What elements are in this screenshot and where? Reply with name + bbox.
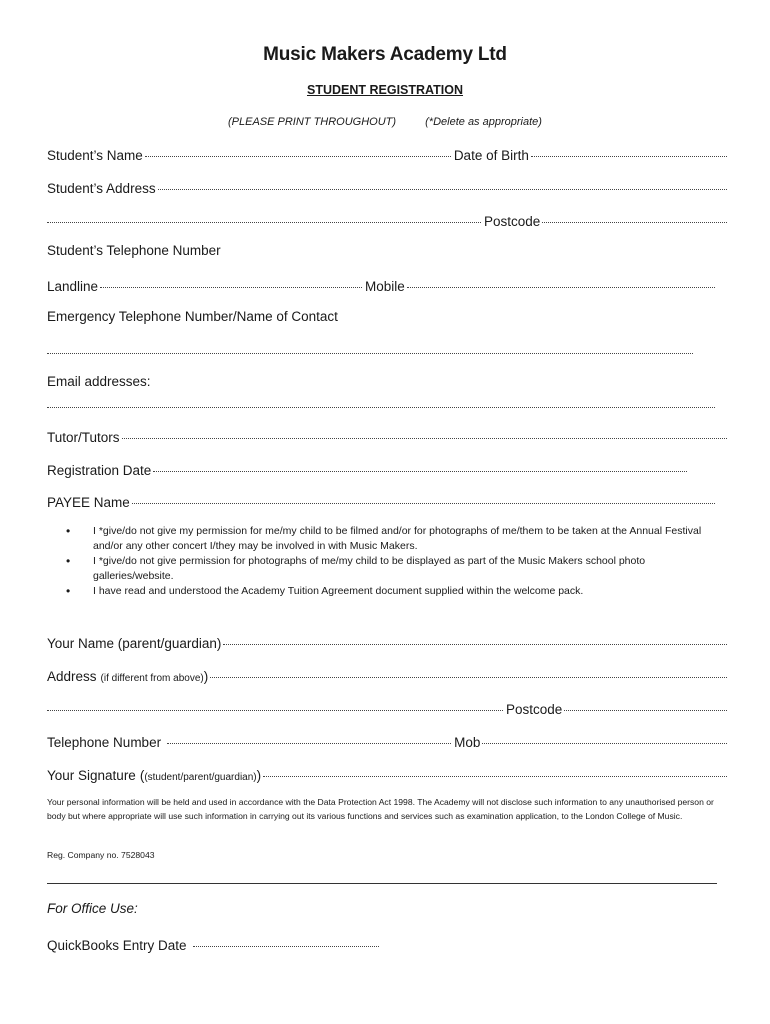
- guardian-address-row: [47, 666, 727, 684]
- registration-date-row: [47, 460, 727, 478]
- guardian-address-note: (if different from above): [100, 673, 204, 684]
- student-address-field[interactable]: [158, 175, 727, 190]
- emergency-line-row: [47, 342, 727, 357]
- quickbooks-row: [47, 935, 727, 953]
- form-title: Music Makers Academy Ltd: [263, 44, 507, 65]
- email-heading: Email addresses:: [47, 374, 151, 389]
- student-address-label: Student’s Address: [47, 181, 156, 196]
- quickbooks-date-field[interactable]: [193, 932, 379, 947]
- emergency-heading-row: [47, 309, 727, 324]
- signature-row: Your Signature ( (student/parent/guardian) ): [47, 765, 727, 783]
- guardian-telephone-field[interactable]: [167, 729, 451, 744]
- emergency-heading: Emergency Telephone Number/Name of Contact: [47, 309, 338, 324]
- student-name-row: [47, 145, 727, 163]
- telephone-heading-row: [47, 243, 727, 258]
- postcode-label: Postcode: [484, 214, 541, 229]
- guardian-postcode-field[interactable]: [564, 696, 727, 711]
- tutors-field[interactable]: [122, 424, 727, 439]
- permission-item-agreement: • I have read and understood the Academy Tuition Agreement document supplied within the welcome pack.: [66, 584, 726, 599]
- divider: [47, 883, 717, 884]
- email-field[interactable]: [47, 393, 715, 408]
- privacy-notice: Your personal information will be held and used in accordance with the Data Protection Act 1998. The Academy will not disclose such information to any unauthorised person or body but where appropriate will use such information in carrying out its various functions and services such as examination application, to the London College of Music.: [47, 797, 714, 821]
- guardian-mob-field[interactable]: [482, 729, 727, 744]
- telephone-heading: Student’s Telephone Number: [47, 243, 221, 258]
- student-address-line2-field[interactable]: [47, 208, 481, 223]
- address-postcode-row: [47, 211, 727, 229]
- email-heading-row: [47, 374, 727, 389]
- form-notes: [228, 116, 542, 128]
- student-name-label: Student’s Name: [47, 148, 143, 163]
- signature-field[interactable]: [263, 762, 727, 777]
- permission-item-photos: • I *give/do not give permission for photographs of me/my child to be displayed as part of the Music Makers school photo galleries/website.: [66, 554, 726, 584]
- quickbooks-label: QuickBooks Entry Date: [47, 938, 187, 953]
- guardian-mob-label: Mob: [454, 735, 481, 750]
- signature-note: (student/parent/guardian): [144, 772, 257, 783]
- print-note: (PLEASE PRINT THROUGHOUT): [228, 116, 397, 128]
- form-subtitle: STUDENT REGISTRATION: [306, 83, 464, 97]
- date-of-birth-label: Date of Birth: [453, 148, 529, 163]
- payee-name-label: PAYEE Name: [47, 495, 130, 510]
- student-address-row: [47, 178, 727, 196]
- registration-date-field[interactable]: [153, 457, 687, 472]
- guardian-postcode-row: [47, 699, 727, 717]
- guardian-name-label: Your Name (parent/guardian): [47, 636, 222, 651]
- email-line-row: [47, 396, 727, 411]
- guardian-address-label: Address: [47, 669, 97, 684]
- permissions-list: [66, 524, 726, 599]
- date-of-birth-field[interactable]: [531, 142, 727, 157]
- student-name-field[interactable]: [145, 142, 451, 157]
- guardian-address-paren: ): [203, 669, 209, 684]
- guardian-telephone-label: Telephone Number: [47, 735, 162, 750]
- guardian-address-line2-field[interactable]: [47, 696, 503, 711]
- landline-mobile-row: [47, 276, 727, 294]
- office-use-heading: For Office Use:: [47, 901, 138, 916]
- landline-field[interactable]: [100, 273, 362, 288]
- signature-label: Your Signature: [47, 768, 136, 783]
- tutors-row: [47, 427, 727, 445]
- emergency-contact-field[interactable]: [47, 339, 693, 354]
- reg-company-number: Reg. Company no. 7528043: [47, 850, 155, 860]
- permission-item-filming: • I *give/do not give my permission for me/my child to be filmed and/or for photographs of me/them to be taken at the Annual Festival and/or any other concert I/they may be involved in with Music Makers.: [66, 524, 726, 554]
- delete-note: (*Delete as appropriate): [425, 116, 542, 128]
- guardian-name-field[interactable]: [223, 630, 727, 645]
- landline-label: Landline: [47, 279, 99, 294]
- postcode-field[interactable]: [542, 208, 727, 223]
- guardian-postcode-label: Postcode: [506, 702, 563, 717]
- payee-name-field[interactable]: [132, 489, 715, 504]
- guardian-address-field[interactable]: [210, 663, 727, 678]
- mobile-label: Mobile: [365, 279, 405, 294]
- tutors-label: Tutor/Tutors: [47, 430, 120, 445]
- mobile-field[interactable]: [407, 273, 715, 288]
- registration-date-label: Registration Date: [47, 463, 152, 478]
- payee-name-row: [47, 492, 727, 510]
- guardian-telephone-row: [47, 732, 727, 750]
- guardian-name-row: [47, 633, 727, 651]
